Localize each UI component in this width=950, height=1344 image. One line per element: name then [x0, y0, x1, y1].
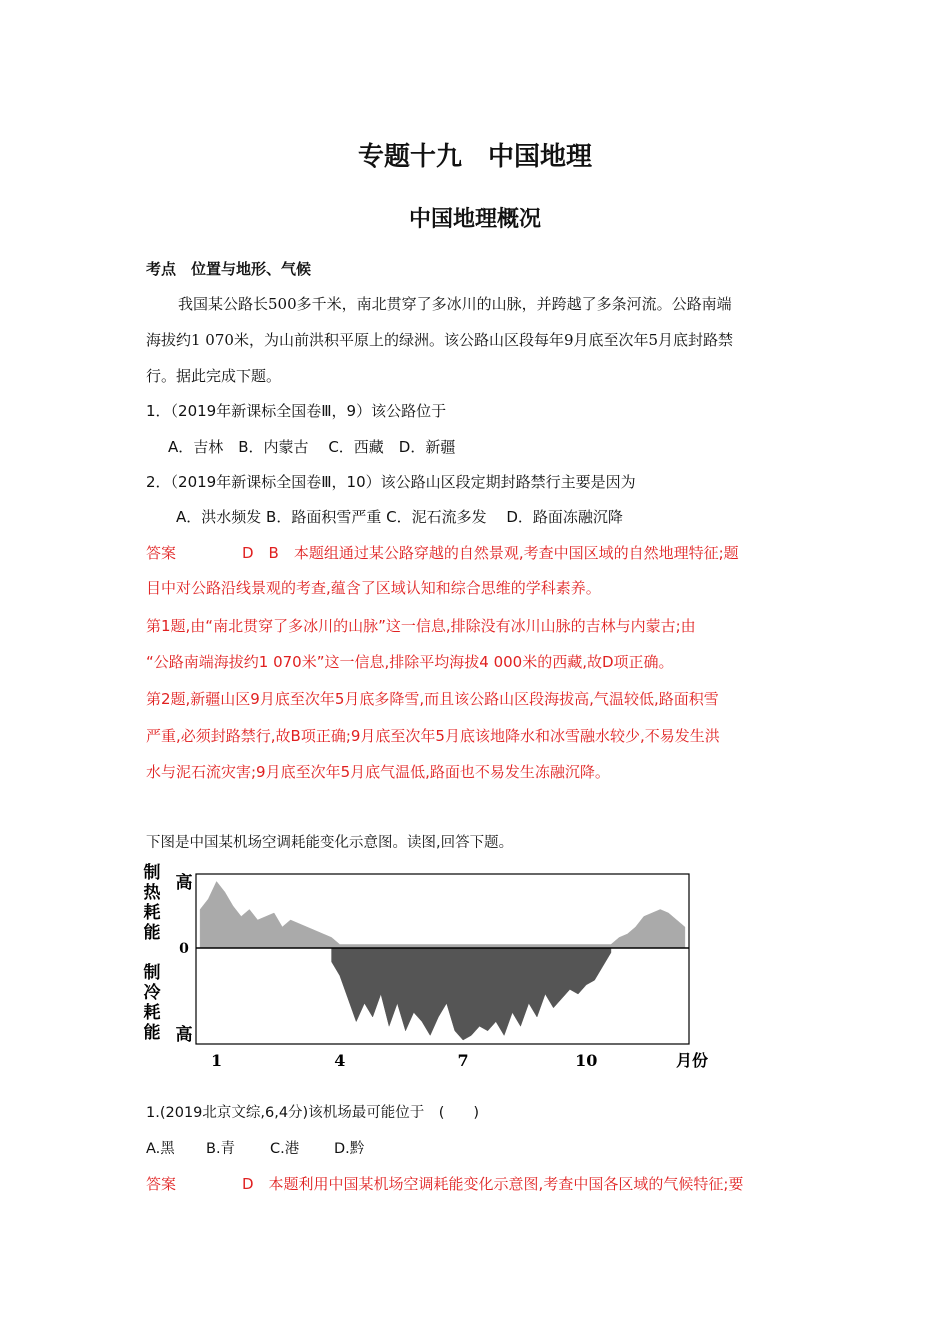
intro-line-2: 海拔约1 070米，为山前洪积平原上的绿洲。该公路山区段每年9月底至次年5月底封路禁	[146, 331, 734, 349]
answer-1-line-5: 严重,必须封路禁行,故B项正确;9月底至次年5月底该地降水和冰雪融水较少,不易发生洪	[146, 727, 720, 745]
answer-1-line-3: “公路南端海拔约1 070米”这一信息,排除平均海拔4 000米的西藏,故D项正确。	[146, 653, 674, 671]
question-3: 1.(2019北京文综,6,4分)该机场最可能位于 ( )	[146, 1105, 480, 1121]
answer-1-line-4: 第2题,新疆山区9月底至次年5月底多降雪,而且该公路山区段海拔高,气温较低,路面积雪	[146, 690, 719, 708]
page-title: 专题十九 中国地理	[357, 142, 592, 172]
intro-line-1: 我国某公路长500多千米，南北贯穿了多冰川的山脉，并跨越了多条河流。公路南端	[178, 295, 732, 313]
energy-chart	[140, 862, 720, 1074]
answer-1-text: D B 本题组通过某公路穿越的自然景观,考查中国区域的自然地理特征;题	[242, 544, 739, 562]
heating-area	[200, 882, 685, 949]
x-axis-label: 月份	[675, 1051, 709, 1070]
y-label-cooling: 耗	[143, 1003, 161, 1023]
answer-3-text: D 本题利用中国某机场空调耗能变化示意图,考查中国各区域的气候特征;要	[242, 1175, 744, 1193]
x-tick-label: 10	[575, 1051, 598, 1070]
answer-1-line-1: 目中对公路沿线景观的考查,蕴含了区域认知和综合思维的学科素养。	[146, 579, 601, 597]
y-label-heating: 耗	[143, 903, 161, 923]
figure-intro: 下图是中国某机场空调耗能变化示意图。读图,回答下题。	[146, 835, 514, 851]
question-1-options: A．吉林 B．内蒙古 C．西藏 D．新疆	[168, 438, 456, 456]
y-label-cooling: 冷	[143, 983, 161, 1003]
page-subtitle: 中国地理概况	[408, 207, 541, 232]
y-label-cooling: 能	[143, 1023, 161, 1043]
y-tick-label: 0	[179, 941, 189, 957]
y-tick-label: 高	[175, 1025, 193, 1045]
y-label-heating: 热	[143, 883, 161, 903]
question-3-options	[146, 1139, 810, 1159]
answer-1-head	[146, 543, 810, 563]
y-label-heating: 能	[143, 923, 161, 943]
option-c: C.港	[270, 1141, 300, 1157]
question-2: 2．（2019年新课标全国卷Ⅲ，10）该公路山区段定期封路禁行主要是因为	[146, 473, 636, 491]
question-2-options: A．洪水频发 B．路面积雪严重 C．泥石流多发 D．路面冻融沉降	[176, 508, 623, 526]
answer-1-line-2: 第1题,由“南北贯穿了多冰川的山脉”这一信息,排除没有冰川山脉的吉林与内蒙古;由	[146, 617, 696, 635]
option-a: A.黑	[146, 1141, 175, 1157]
x-tick-label: 4	[334, 1051, 346, 1070]
answer-3-head	[146, 1174, 810, 1194]
intro-line-3: 行。据此完成下题。	[146, 367, 282, 385]
cooling-area	[332, 948, 611, 1040]
answer-1-line-6: 水与泥石流灾害;9月底至次年5月底气温低,路面也不易发生冻融沉降。	[146, 763, 610, 781]
section-heading: 考点 位置与地形、气候	[146, 260, 312, 278]
y-label-heating: 制	[143, 863, 161, 883]
question-1: 1．（2019年新课标全国卷Ⅲ，9）该公路位于	[146, 402, 447, 420]
answer-label: 答案	[146, 544, 177, 562]
x-tick-label: 1	[210, 1051, 223, 1070]
y-tick-label: 高	[175, 873, 193, 893]
y-label-cooling: 制	[143, 963, 161, 983]
x-tick-label: 7	[457, 1051, 469, 1070]
option-d: D.黔	[334, 1141, 365, 1157]
answer-label-2: 答案	[146, 1175, 177, 1193]
option-b: B.青	[206, 1141, 236, 1157]
